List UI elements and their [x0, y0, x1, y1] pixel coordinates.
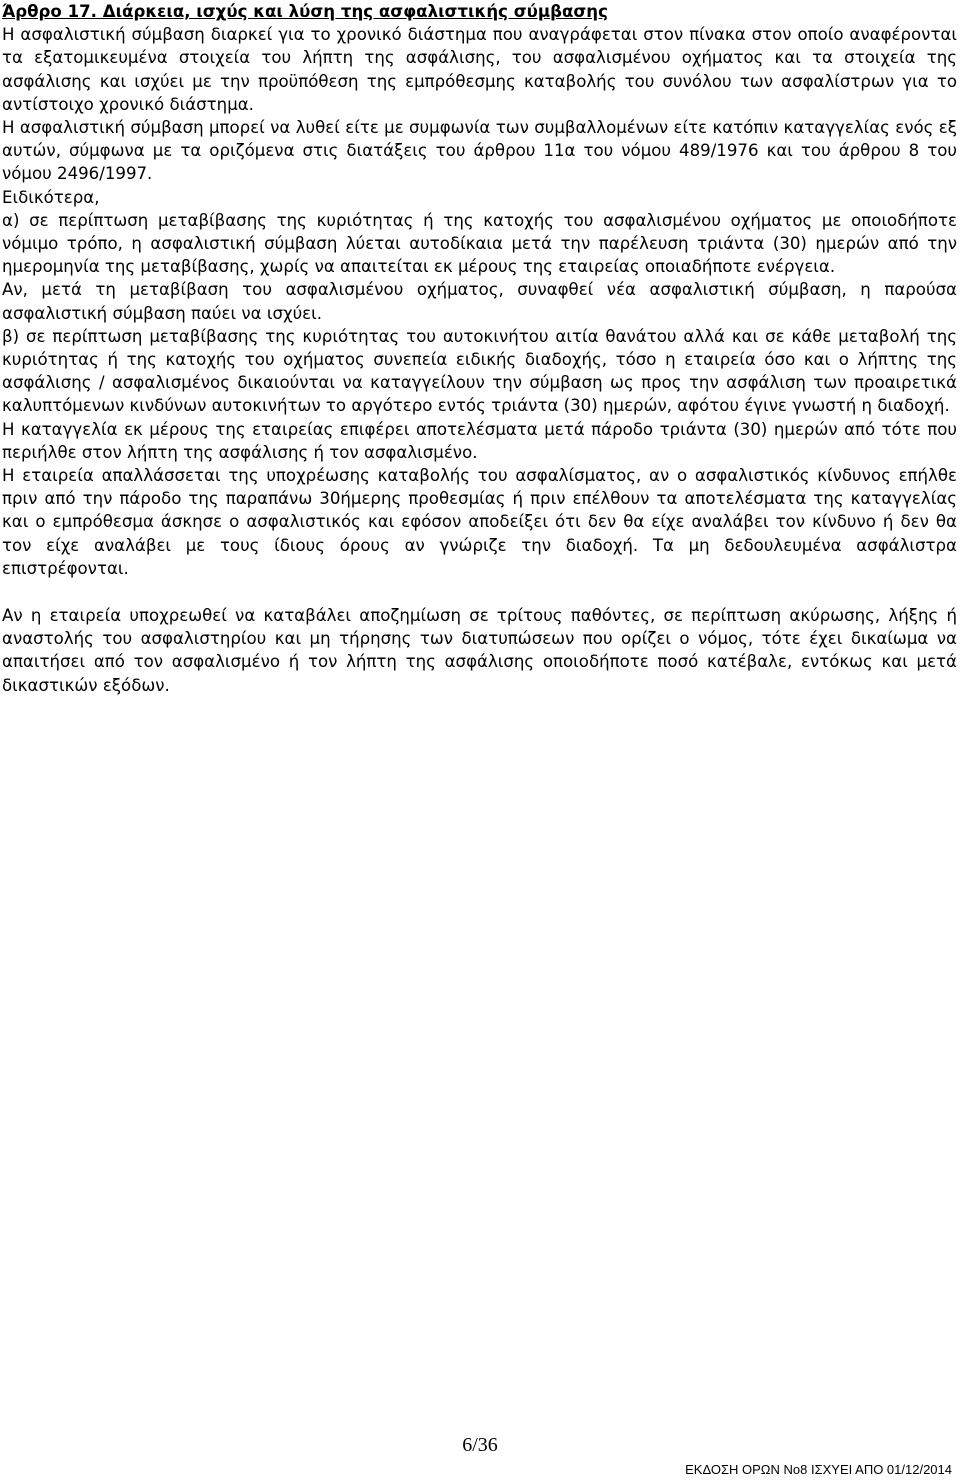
paragraph-case-a: α) σε περίπτωση μεταβίβασης της κυριότητας ή της κατοχής του ασφαλισμένου οχήματος με οποιοδήποτε νόμιμο τρόπο, η ασφαλιστική σύμβαση λύεται αυτοδίκαια μετά την παρέλευση τριάντα (30) ημερών από την ημερομηνία της μεταβίβασης, χωρίς να απαιτείται εκ μέρους της εταιρείας οποιαδήποτε ενέργεια.	[2, 210, 957, 277]
edition-note: ΕΚΔΟΣΗ ΟΡΩΝ Νο8 ΙΣΧΥΕΙ ΑΠΟ 01/12/2014	[685, 1462, 952, 1477]
paragraph-case-b: β) σε περίπτωση μεταβίβασης της κυριότητας του αυτοκινήτου αιτία θανάτου αλλά και σε κάθε μεταβολή της κυριότητας ή της κατοχής του οχήματος συνεπεία ειδικής διαδοχής, τόσο η εταιρεία όσο και ο λήπτης της ασφάλισης / ασφαλισμένος δικαιούνται να καταγγείλουν την σύμβαση ως προς την ασφάλιση των προαιρετικά καλυπτόμενων κινδύνων αυτοκινήτων το αργότερο εντός τριάντα (30) ημερών, αφότου έγινε γνωστή η διαδοχή.	[2, 326, 957, 416]
paragraph-compensation: Αν η εταιρεία υποχρεωθεί να καταβάλει αποζημίωση σε τρίτους παθόντες, σε περίπτωση ακύρωσης, λήξης ή αναστολής του ασφαλιστηρίου και μη τήρησης των διατυπώσεων που ορίζει ο νόμος, τότε έχει δικαίωμα να απαιτήσει από τον ασφαλισμένο ή τον λήπτη της ασφάλισης οποιοδήποτε ποσό κατέβαλε, εντόκως και μετά δικαστικών εξόδων.	[2, 606, 957, 695]
page-number: 6/36	[462, 1434, 498, 1456]
document-body	[2, 0, 957, 697]
paragraph-release: Η εταιρεία απαλλάσσεται της υποχρέωσης καταβολής του ασφαλίσματος, αν ο ασφαλιστικός κίνδυνος επήλθε πριν από την πάροδο της παραπάνω 30ήμερης προθεσμίας ή πριν επέλθουν τα αποτελέσματα της καταγγελίας και ο εμπρόθεσμα άσκησε ο ασφαλιστικός και εφόσον αποδείξει ότι δεν θα είχε αναλάβει τον κίνδυνο ή δεν θα τον είχε αναλάβει με τους ίδιους όρους αν γνώριζε την διαδοχή. Τα μη δεδουλευμένα ασφάλιστρα επιστρέφονται.	[2, 466, 957, 578]
paragraph-specifically: Ειδικότερα,	[2, 187, 100, 207]
article-heading: Άρθρο 17. Διάρκεια, ισχύς και λύση της ασφαλιστικής σύμβασης	[2, 2, 608, 21]
paragraph-new-contract: Αν, μετά τη μεταβίβαση του ασφαλισμένου οχήματος, συναφθεί νέα ασφαλιστική σύμβαση, η παρούσα ασφαλιστική σύμβαση παύει να ισχύει.	[2, 280, 957, 323]
paragraph-notice-effect: Η καταγγελία εκ μέρους της εταιρείας επιφέρει αποτελέσματα μετά πάροδο τριάντα (30) ημερών από τότε που περιήλθε στον λήπτη της ασφάλισης ή τον ασφαλισμένο.	[2, 419, 957, 462]
paragraph-spacer	[2, 580, 957, 604]
paragraph-termination: Η ασφαλιστική σύμβαση μπορεί να λυθεί είτε με συμφωνία των συμβαλλομένων είτε κατόπιν καταγγελίας ενός εξ αυτών, σύμφωνα με τα οριζόμενα στις διατάξεις του άρθρου 11α του νόμου 489/1976 και του άρθρου 8 του νόμου 2496/1997.	[2, 118, 957, 184]
paragraph-duration: Η ασφαλιστική σύμβαση διαρκεί για το χρονικό διάστημα που αναγράφεται στον πίνακα στον οποίο αναφέρονται τα εξατομικευμένα στοιχεία του λήπτη της ασφάλισης, του ασφαλισμένου οχήματος και τα στοιχεία της ασφάλισης και ισχύει με την προϋπόθεση της εμπρόθεσμης καταβολής του συνόλου των ασφαλίστρων για το αντίστοιχο χρονικό διάστημα.	[2, 25, 957, 114]
